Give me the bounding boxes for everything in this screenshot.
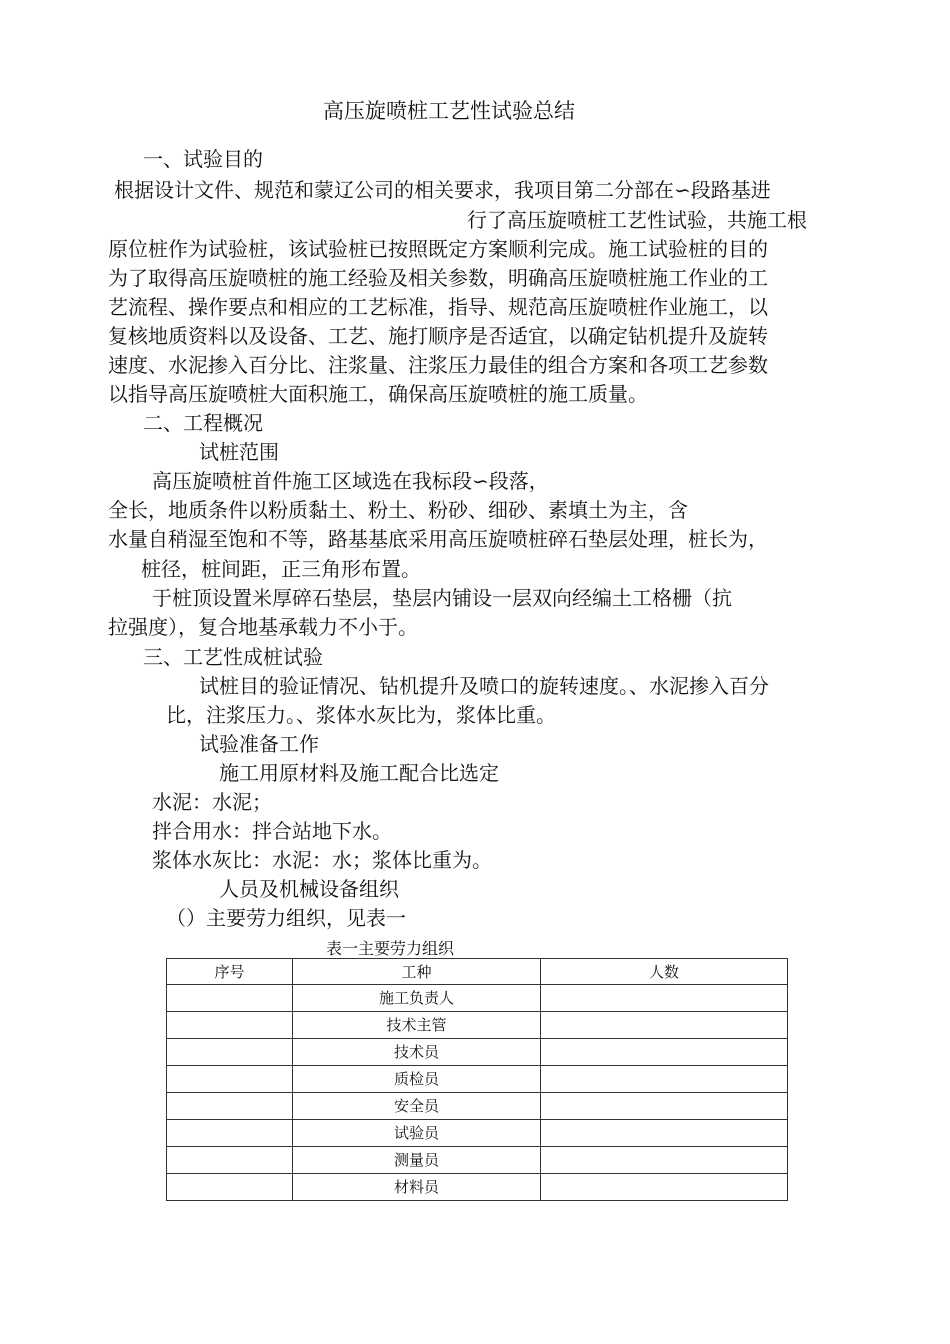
paragraph-line: 试桩目的验证情况、钻机提升及喷口的旋转速度。、水泥掺入百分 [199,674,769,698]
paragraph-line: 于桩顶设置米厚碎石垫层，垫层内铺设一层双向经编土工格栅（抗 [152,586,732,610]
table-row [167,1039,788,1066]
table-row [167,1093,788,1120]
paragraph-line: 拉强度），复合地基承载力不小于。 [108,615,418,639]
paragraph-line: 拌合用水：拌合站地下水。 [152,819,392,843]
section-heading: 三、工艺性成桩试验 [143,645,323,669]
column-header-index: 序号 [167,959,293,985]
cell-job: 施工负责人 [293,985,541,1012]
table-header-row [167,959,788,985]
cell-count [541,985,788,1012]
paragraph-line: 全长，地质条件以粉质黏土、粉土、粉砂、细砂、素填土为主，含 [108,498,688,522]
subsection-heading: 试验准备工作 [199,732,319,756]
paragraph-line: （）主要劳力组织，见表一 [166,906,406,930]
section-heading: 一、试验目的 [143,147,263,171]
document-title: 高压旋喷桩工艺性试验总结 [323,99,575,123]
column-header-count: 人数 [541,959,788,985]
table-caption: 表一主要劳力组织 [326,939,455,958]
subsection-heading: 试桩范围 [199,440,279,464]
table-row [167,1120,788,1147]
cell-index [167,1174,293,1201]
cell-index [167,1147,293,1174]
paragraph-line: 艺流程、操作要点和相应的工艺标准，指导、规范高压旋喷桩作业施工，以 [108,295,768,319]
cell-index [167,1039,293,1066]
cell-index [167,1120,293,1147]
paragraph-line: 水泥：水泥； [152,790,272,814]
labor-table [166,958,788,1201]
cell-job: 安全员 [293,1093,541,1120]
cell-count [541,1066,788,1093]
paragraph-line: 根据设计文件、规范和蒙辽公司的相关要求，我项目第二分部在∽段路基进 [114,178,771,202]
cell-count [541,1120,788,1147]
paragraph-line: 速度、水泥掺入百分比、注浆量、注浆压力最佳的组合方案和各项工艺参数 [108,353,768,377]
table-row [167,1012,788,1039]
cell-count [541,1093,788,1120]
cell-job: 材料员 [293,1174,541,1201]
subsection-heading: 人员及机械设备组织 [219,877,399,901]
paragraph-line: 为了取得高压旋喷桩的施工经验及相关参数，明确高压旋喷桩施工作业的工 [108,266,768,290]
cell-job: 质检员 [293,1066,541,1093]
paragraph-line: 水量自稍湿至饱和不等，路基基底采用高压旋喷桩碎石垫层处理，桩长为， [108,527,768,551]
cell-count [541,1012,788,1039]
cell-index [167,1066,293,1093]
table-row [167,1147,788,1174]
paragraph-line: 以指导高压旋喷桩大面积施工，确保高压旋喷桩的施工质量。 [108,382,648,406]
paragraph-line: 复核地质资料以及设备、工艺、施打顺序是否适宜，以确定钻机提升及旋转 [108,324,768,348]
cell-job: 试验员 [293,1120,541,1147]
cell-job: 测量员 [293,1147,541,1174]
table-row [167,1066,788,1093]
cell-count [541,1147,788,1174]
paragraph-line: 比，注浆压力。、浆体水灰比为，浆体比重。 [166,703,556,727]
cell-job: 技术主管 [293,1012,541,1039]
paragraph-line: 行了高压旋喷桩工艺性试验，共施工根 [467,208,807,232]
section-heading: 二、工程概况 [143,411,263,435]
cell-index [167,1093,293,1120]
paragraph-line: 浆体水灰比：水泥：水；浆体比重为。 [152,848,492,872]
cell-count [541,1174,788,1201]
paragraph-line: 高压旋喷桩首件施工区域选在我标段∽段落， [152,469,549,493]
cell-index [167,985,293,1012]
cell-index [167,1012,293,1039]
cell-count [541,1039,788,1066]
cell-job: 技术员 [293,1039,541,1066]
paragraph-line: 原位桩作为试验桩，该试验桩已按照既定方案顺利完成。施工试验桩的目的 [108,237,768,261]
table-row [167,1174,788,1201]
table-row [167,985,788,1012]
paragraph-line: 桩径，桩间距，正三角形布置。 [141,557,421,581]
subsection-heading: 施工用原材料及施工配合比选定 [219,761,499,785]
column-header-job: 工种 [293,959,541,985]
